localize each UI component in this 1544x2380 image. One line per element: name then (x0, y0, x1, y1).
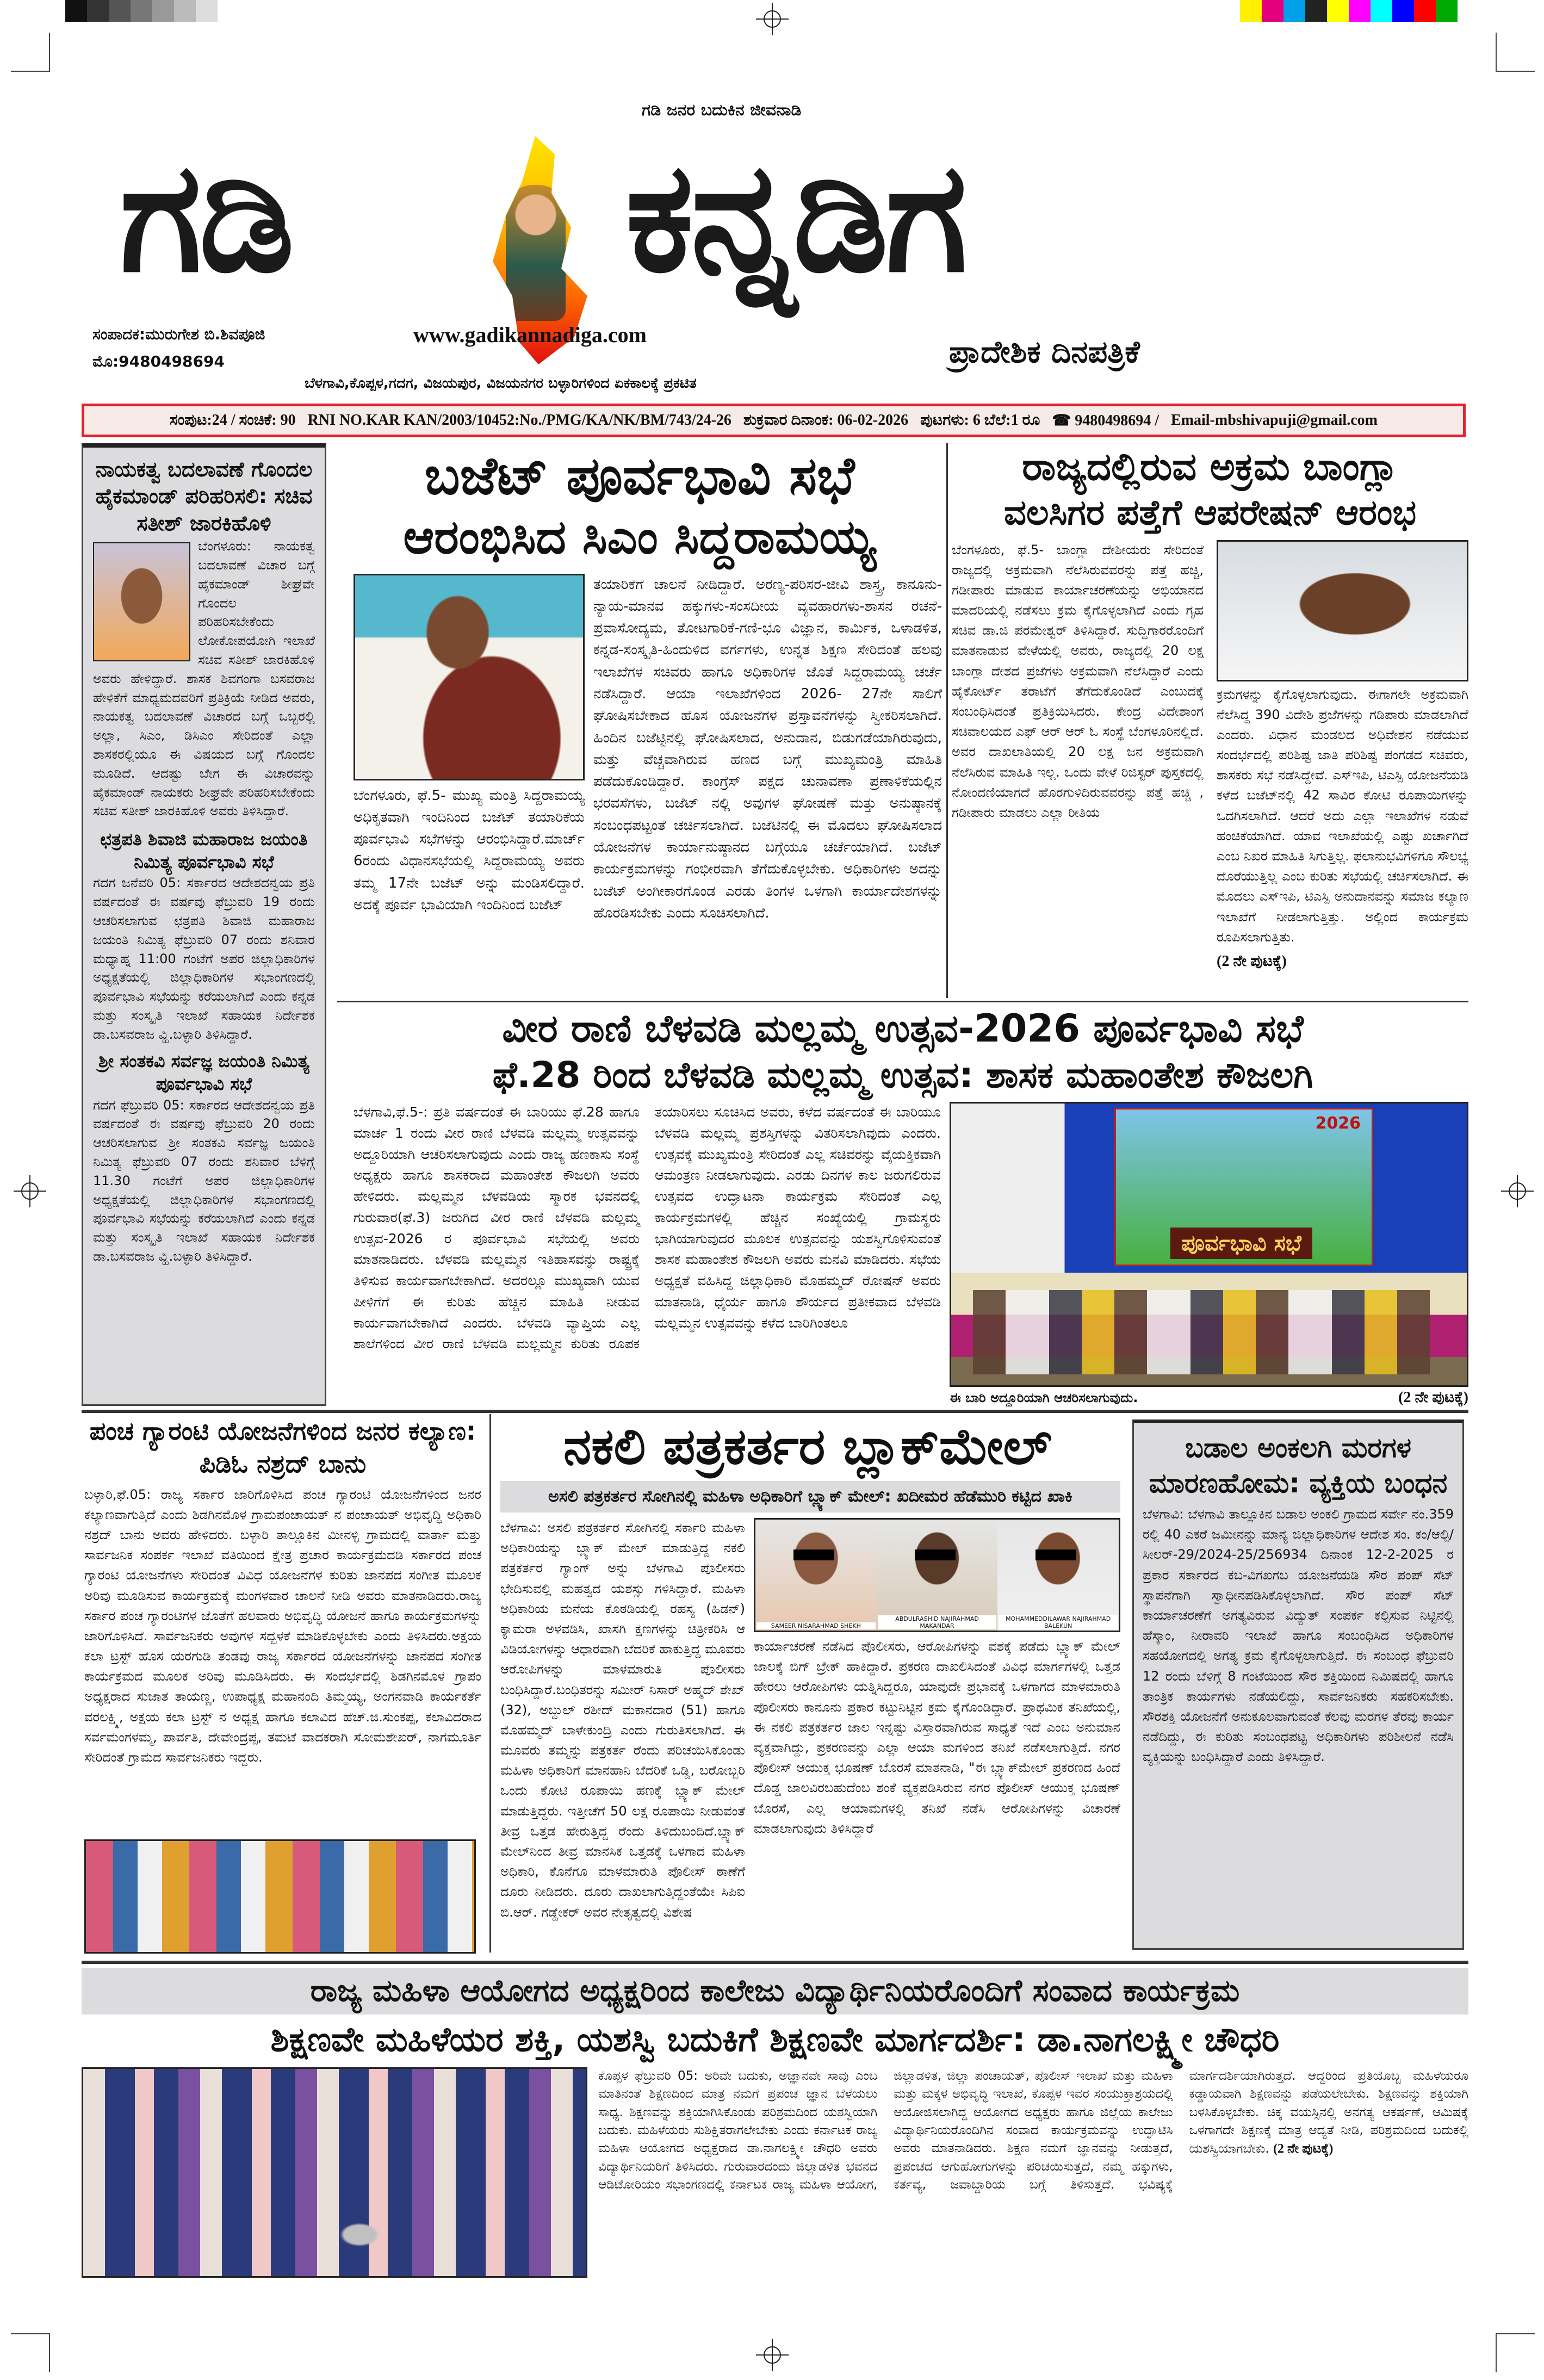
mallamma-story (337, 1005, 1468, 1406)
crop-mark (11, 2333, 50, 2372)
mahila-headline: ಶಿಕ್ಷಣವೇ ಮಹಿಳೆಯರ ಶಕ್ತಿ, ಯಶಸ್ವಿ ಬದುಕಿಗೆ ಶಿಕ್ಷಣವೇ ಮಾರ್ಗದರ್ಶಿ: ಡಾ.ನಾಗಲಕ್ಷ್ಮೀ ಚೌಧರಿ (270, 2019, 1280, 2060)
accused-name: ABDULRASHID NAJIRAHMAD MAKANDAR (878, 1615, 997, 1629)
accused-name: SAMEER NISARAHMAD SHEKH (757, 1622, 876, 1629)
story-body: ಬೆಂಗಳೂರು: ನಾಯಕತ್ವ ಬದಲಾವಣೆ ವಿಚಾರ ಬಗ್ಗೆ ಹೈಕಮಾಂಡ್ ಶೀಘ್ರವೇ ಗೊಂದಲ ಪರಿಹರಿಸಬೇಕೆಂದು ಲೋಕೋಪಯೋಗಿ ಇಲಾಖೆ ಸಚಿವ ಸತೀಶ್ ಜಾರಕಿಹೊಳಿ ಅವರು ಹೇಳಿದ್ದಾರೆ. ಶಾಸಕ ಶಿವಗಂಗಾ ಬಸವರಾಜ ಹೇಳಿಕೆಗೆ ಮಾಧ್ಯಮದವರಿಗೆ ಪ್ರತಿಕ್ರಿಯೆ ನೀಡಿದ ಅವರು, ನಾಯಕತ್ವ ಬದಲಾವಣೆ ವಿಚಾರದ ಬಗ್ಗೆ ಒಬ್ಬರಲ್ಲಿ ಅಲ್ಲಾ, ಸಿಎಂ, ಡಿಸಿಎಂ ಸೇರಿದಂತೆ ಎಲ್ಲಾ ಶಾಸಕರಲ್ಲಿಯೂ ಈ ವಿಷಯದ ಬಗ್ಗೆ ಗೊಂದಲ ಮೂಡಿದೆ. ಆದಷ್ಟು ಬೇಗ ಈ ವಿಚಾರವನ್ನು ಹೈಕಮಾಂಡ್ ನಾಯಕರು ಶೀಘ್ರವೇ ಪರಿಹರಿಸಬೇಕೆಂದು ಸಚಿವ ಸತೀಶ್ ಜಾರಕಿಹೊಳಿ ಅವರು ತಿಳಿಸಿದ್ದಾರೆ. (93, 538, 315, 819)
blackmail-headline: ನಕಲಿ ಪತ್ರಕರ್ತರ ಬ್ಲಾಕ್‌ಮೇಲ್ (563, 1417, 1052, 1476)
color-calibration-bar-left (65, 0, 239, 22)
editor-mobile: ಮೊ:9480498694 (92, 352, 225, 370)
masthead-title (120, 122, 1425, 313)
story-headline: ಶ್ರೀ ಸಂತಕವಿ ಸರ್ವಜ್ಞ ಜಯಂತಿ ನಿಮಿತ್ಯ ಪೂರ್ವಭಾವಿ ಸಭೆ (98, 1051, 309, 1095)
mallamma-caption: ಈ ಬಾರಿ ಅದ್ದೂರಿಯಾಗಿ ಆಚರಿಸಲಾಗುವುದು. (950, 1390, 1138, 1405)
bangla-story (952, 443, 1468, 998)
column-divider (946, 443, 948, 998)
minister-photo (93, 542, 190, 661)
column-divider (489, 1414, 491, 1953)
continued-note: (2 ನೇ ಪುಟಕ್ಕೆ) (1398, 1389, 1468, 1406)
mallamma-meeting-photo (950, 1102, 1468, 1387)
masthead-title-right: ಕನ್ನಡಿಗ (625, 129, 965, 306)
banner-title: ಪೂರ್ವಭಾವಿ ಸಭೆ (1170, 1228, 1312, 1259)
email: Email-mbshivapuji@gmail.com (1170, 412, 1378, 429)
mahila-story (82, 1968, 1468, 2278)
crop-mark (1496, 2333, 1535, 2372)
phone-icon: ☎ (1052, 412, 1071, 429)
continued-note: (2 ನೇ ಪುಟಕ್ಕೆ) (1217, 952, 1287, 970)
accused-photo (755, 1520, 877, 1631)
budget-headline: ಬಜೆಟ್ ಪೂರ್ವಭಾವಿ ಸಭೆ (424, 445, 855, 506)
badal-box (1132, 1420, 1464, 1950)
section-divider (82, 1961, 1468, 1964)
crop-mark (11, 33, 50, 72)
continued-note: (2 ನೇ ಪುಟಕ್ಕೆ) (1273, 2142, 1334, 2156)
budget-story (337, 443, 942, 998)
banner-year: 2026 (1315, 1114, 1361, 1133)
bangla-headline: ರಾಜ್ಯದಲ್ಲಿರುವ ಅಕ್ರಮ ಬಾಂಗ್ಲಾ (1022, 444, 1398, 489)
eye-mask (1035, 1550, 1076, 1560)
phone-number: 9480498694 / (1075, 412, 1159, 429)
story-body: ಗದಗ ಜನೆವರಿ 05: ಸರ್ಕಾರದ ಆದೇಶದನ್ವಯ ಪ್ರತಿ ವರ್ಷದಂತೆ ಈ ವರ್ಷವು ಫೆಬ್ರುವರಿ 19 ರಂದು ಆಚರಿಸಲಾಗುವ ಛತ್ರಪತಿ ಶಿವಾಜಿ ಮಹಾರಾಜ ಜಯಂತಿ ನಿಮಿತ್ಯ ಫೆಬ್ರುವರಿ 07 ರಂದು ಶನಿವಾರ ಮಧ್ಯಾಹ್ನ 11:00 ಗಂಟೆಗೆ ಅಪರ ಜಿಲ್ಲಾಧಿಕಾರಿಗಳ ಅಧ್ಯಕ್ಷತೆಯಲ್ಲಿ ಜಿಲ್ಲಾಧಿಕಾರಿಗಳ ಸಭಾಂಗಣದಲ್ಲಿ ಪೂರ್ವಭಾವಿ ಸಭೆಯನ್ನು ಕರೆಯಲಾಗಿದೆ ಎಂದು ಕನ್ನಡ ಮತ್ತು ಸಂಸ್ಕೃತಿ ಇಲಾಖೆ ಸಹಾಯಕ ನಿರ್ದೇಶಕ ಡಾ.ಬಸವರಾಜ ವ್ಹಿ.ಬಳ್ಳಾರಿ ತಿಳಿಸಿದ್ದಾರೆ. (93, 875, 315, 1042)
panch-body: ಬಳ್ಳಾರಿ,ಫೆ.05: ರಾಜ್ಯ ಸರ್ಕಾರ ಜಾರಿಗೊಳಿಸಿದ ಪಂಚ ಗ್ಯಾರಂಟಿ ಯೋಜನೆಗಳಿಂದ ಜನರ ಕಲ್ಯಾಣವಾಗುತ್ತಿದೆ ಎಂದು ಶಿಡಗಿನಮೊಳ ಗ್ರಾಮಪಂಚಾಯತ್ ನ ಪಂಚಾಯತ್ ಅಭಿವೃದ್ಧಿ ಅಧಿಕಾರಿ ನಶ್ರದ್ ಬಾನು ಅವರು ಹೇಳಿದರು. ಬಳ್ಳಾರಿ ತಾಲ್ಲೂಕಿನ ಮೀನಳ್ಳಿ ಗ್ರಾಮದಲ್ಲಿ ವಾರ್ತಾ ಮತ್ತು ಸಾರ್ವಜನಿಕ ಸಂಪರ್ಕ ಇಲಾಖೆ ವತಿಯಿಂದ ಕ್ಷೇತ್ರ ಪ್ರಚಾರ ಕಾರ್ಯಕ್ರಮದಡಿ ಸರ್ಕಾರದ ಪಂಚ ಗ್ಯಾರಂಟಿ ಯೋಜನೆಗಳು ಸೇರಿದಂತೆ ವಿವಿಧ ಯೋಜನೆಗಳ ಕುರಿತು ಜಾನಪದ ಸಂಗೀತ ಮೂಲಕ ಅರಿವು ಮೂಡಿಸುವ ಕಾರ್ಯಕ್ರಮಕ್ಕೆ ಮಂಗಳವಾರ ಚಾಲನೆ ನೀಡಿ ಅವರು ಮಾತನಾಡಿದರು.ರಾಜ್ಯ ಸರ್ಕಾರ ಪಂಚ ಗ್ಯಾರಂಟಿಗಳ ಜೊತೆಗೆ ಹಲವಾರು ಅಭಿವೃದ್ಧಿ ಯೋಜನೆ ಹಾಗೂ ಕಾರ್ಯಕ್ರಮಗಳನ್ನು ಜಾರಿಗೊಳಿಸಿದೆ. ಸಾರ್ವಜನಿಕರು ಅವುಗಳ ಸದ್ಬಳಕೆ ಮಾಡಿಕೊಳ್ಳಬೇಕು ಎಂದು ತಿಳಿಸಿದರು.ಅಕ್ಷಯ ಕಲಾ ಟ್ರಸ್ಟ್ ಹೊಸ ಯರಗುಡಿ ತಂಡವು ರಾಜ್ಯ ಸರ್ಕಾರದ ಯೋಜನೆಗಳನ್ನು ಜಾನಪದ ಸಂಗೀತ ಕಾರ್ಯಕ್ರಮದ ಮೂಲಕ ಅರಿವು ಮೂಡಿಸಿದರು. ಈ ಸಂದರ್ಭದಲ್ಲಿ ಶಿಡಗಿನಮೊಳ ಗ್ರಾಪಂ ಅಧ್ಯಕ್ಷರಾದ ಸುಜಾತ ತಾಯಣ್ಣ, ಉಪಾಧ್ಯಕ್ಷ ಮಹಾನಂದಿ ತಿಮ್ಮಯ್ಯ, ಅಂಗನವಾಡಿ ಕಾರ್ಯಕರ್ತೆ ವರಲಕ್ಷ್ಮಿ, ಅಕ್ಷಯ ಕಲಾ ಟ್ರಸ್ಟ್ ನ ಅಧ್ಯಕ್ಷ ಹಾಗೂ ಕಲಾವಿದ ಹೆಚ್.ಜಿ.ಸುಂಕಪ್ಪ, ಕಲಾವಿದರಾದ ಸರ್ವಮಂಗಳಮ್ಮ, ಪಾರ್ವತಿ, ದೇವೇಂದ್ರಪ್ಪ, ತಮಟೆ ವಾದಕರಾಗಿ ಸೋಮಶೇಖರ್, ನಾಗಮೂರ್ತಿ ಸೇರಿದಂತೆ ಗ್ರಾಮದ ಸಾರ್ವಜನಿಕರು ಇದ್ದರು. (84, 1486, 481, 1765)
editor-name: ಸಂಪಾದಕ:ಮುರುಗೇಶ ಬಿ.ಶಿವಪೂಜಿ (92, 325, 265, 343)
event-banner (1114, 1108, 1373, 1266)
badal-body: ಬೆಳಗಾವಿ: ಬೆಳಗಾವಿ ತಾಲ್ಲೂಕಿನ ಬಡಾಲ ಅಂಕಲಿ ಗ್ರಾಮದ ಸರ್ವೇ ನಂ.359 ರಲ್ಲಿ 40 ಎಕರೆ ಜಮೀನನ್ನು ಮಾನ್ಯ ಜಿಲ್ಲಾಧಿಕಾರಿಗಳ ಆದೇಶ ಸಂ. ಕಂ/ಆಲ್ಪಿ/ಸೀಲರ್-29/2024-25/256934 ದಿನಾಂಕ 12-2-2025 ರ ಪ್ರಕಾರ ಸರ್ಕಾರದ ಕಬ-ವಿಗಖಗಬ ಯೋಜನೆಯಡಿ ಸೌರ ಪಂಪ್ ಸೆಟ್ ಸ್ಥಾಪನೆಗಾಗಿ ಸ್ವಾಧೀನಪಡಿಸಿಕೊಳ್ಳಲಾಗಿದೆ. ಸೌರ ಪಂಪ್ ಸೆಟ್ ಕಾರ್ಯಾಚರಣೆಗೆ ಅಗತ್ಯವಿರುವ ವಿದ್ಯುತ್ ಸಂಪರ್ಕ ಕಲ್ಪಿಸುವ ನಿಟ್ಟಿನಲ್ಲಿ ಹೆಸ್ಕಾಂ, ನೀರಾವರಿ ಇಲಾಖೆ ಹಾಗೂ ಸಂಬಂಧಿಸಿದ ಅಧಿಕಾರಿಗಳ ಸಹಯೋಗದಲ್ಲಿ ಅಗತ್ಯ ಕ್ರಮ ಕೈಗೊಳ್ಳಲಾಗುತ್ತಿದೆ. ಈ ಸಂಬಂಧ ಫೆಬ್ರುವರಿ 12 ರಂದು ಬೆಳಿಗ್ಗೆ 8 ಗಂಟೆಯಿಂದ ಸೌರ ಶಕ್ತಿಯಿಂದ ನಿಮಿಷದಲ್ಲಿ ಹಾಗೂ ತಾಂತ್ರಿಕ ಕಾರ್ಯಗಳು ನಡೆಯಲಿದ್ದು, ಸಾರ್ವಜನಿಕರು ಸಹಕರಿಸಬೇಕು. ಸೌರಶಕ್ತಿ ಯೋಜನೆಗೆ ಅನುಕೂಲವಾಗುವಂತೆ ಕೆಲವು ಮರಗಳ ತೆರವು ಕಾರ್ಯ ನಡೆದಿದ್ದು, ಈ ಕುರಿತು ಸಂಬಂಧಪಟ್ಟ ಅಧಿಕಾರಿಗಳು ಪರಿಶೀಲನೆ ನಡೆಸಿ ವ್ಯಕ್ತಿಯನ್ನು ಬಂಧಿಸಿದ್ದಾರೆ ಎಂದು ತಿಳಿಸಿದ್ದಾರೆ. (1143, 1507, 1454, 1765)
eye-mask (793, 1550, 834, 1560)
folk-music-program-photo (84, 1839, 476, 1954)
blackmail-col2: ಕಾರ್ಯಾಚರಣೆ ನಡೆಸಿದ ಪೊಲೀಸರು, ಆರೋಪಿಗಳನ್ನು ವಶಕ್ಕೆ ಪಡೆದು ಬ್ಲ್ಯಾಕ್ ಮೇಲ್ ಜಾಲಕ್ಕೆ ಬಿಗ್ ಬ್ರೇಕ್ ಹಾಕಿದ್ದಾರೆ. ಪ್ರಕರಣ ದಾಖಲಿಸಿದಂತೆ ವಿವಿಧ ಮಾರ್ಗಗಳಲ್ಲಿ ಒತ್ತಡ ಹೇರಲು ಆರೋಪಿಗಳು ಯತ್ನಿಸಿದ್ದರೂ, ಯಾವುದೇ ಪ್ರಭಾವಕ್ಕೆ ಒಳಗಾಗದ ಮಾಳಮಾರುತಿ ಪೊಲೀಸರು ಕಾನೂನು ಪ್ರಕಾರ ಕಟ್ಟುನಿಟ್ಟಿನ ಕ್ರಮ ಕೈಗೊಂಡಿದ್ದಾರೆ. ಪ್ರಾಥಮಿಕ ತನಿಖೆಯಲ್ಲಿ, ಈ ನಕಲಿ ಪತ್ರಕರ್ತರ ಜಾಲ ಇನ್ನಷ್ಟು ವಿಸ್ತಾರವಾಗಿರುವ ಸಾಧ್ಯತೆ ಇದೆ ಎಂಬ ಅನುಮಾನ ವ್ಯಕ್ತವಾಗಿದ್ದು, ಪ್ರಕರಣವನ್ನು ಎಲ್ಲಾ ಆಯಾ ಮಗಳಿಂದ ತನಿಖೆ ನಡೆಸಲಾಗುತ್ತಿದೆ. ನಗರ ಪೊಲೀಸ್ ಆಯುಕ್ತ ಭೂಷಣ್ ಬೊರಸೆ ಮಾತನಾಡಿ, "ಈ ಬ್ಲ್ಯಾಕ್‌ಮೇಲ್ ಪ್ರಕರಣದ ಹಿಂದೆ ದೊಡ್ಡ ಜಾಲವಿರಬಹುದೆಂಬ ಶಂಕೆ ವ್ಯಕ್ತಪಡಿಸಿರುವ ನಗರ ಪೊಲೀಸ್ ಆಯುಕ್ತ ಭೂಷಣ್ ಬೊರಸೆ, ಎಲ್ಲ ಆಯಾಮಗಳಲ್ಲಿ ತನಿಖೆ ನಡೆಸಿ ಆರೋಪಿಗಳನ್ನು ವಿಚಾರಣೆ ಮಾಡಲಾಗುವುದು ತಿಳಿಸಿದ್ದಾರೆ (754, 1639, 1120, 1836)
accused-photo (997, 1520, 1119, 1631)
crop-mark (1496, 33, 1535, 72)
badal-headline: ಬಡಾಲ ಅಂಕಲಗಿ ಮರಗಳ ಮಾರಣಹೋಮ: ವ್ಯಕ್ತಿಯ ಬಂಧನ (1149, 1432, 1448, 1499)
budget-lead: ಬೆಂಗಳೂರು, ಫೆ.5- ಮುಖ್ಯ ಮಂತ್ರಿ ಸಿದ್ದರಾಮಯ್ಯ ಅಧಿಕೃತವಾಗಿ ಇಂದಿನಿಂದ ಬಜೆಟ್ ತಯಾರಿಕೆಯ ಪೂರ್ವಭಾವಿ ಸಭೆಗಳನ್ನು ಆರಂಭಿಸಿದ್ದಾರೆ.ಮಾರ್ಚ್ 6ರಂದು ವಿಧಾನಸಭೆಯಲ್ಲಿ ಸಿದ್ದರಾಮಯ್ಯ ಅವರು ತಮ್ಮ 17ನೇ ಬಜೆಟ್ ಅನ್ನು ಮಂಡಿಸಲಿದ್ದಾರೆ. ಅದಕ್ಕೆ ಪೂರ್ವ ಭಾವಿಯಾಗಿ ಇಂದಿನಿಂದ ಬಜೆಟ್ (354, 787, 585, 913)
panch-headline: ಪಂಚ ಗ್ಯಾರಂಟಿ ಯೋಜನೆಗಳಿಂದ ಜನರ ಕಲ್ಯಾಣ: ಪಿಡಿಓ ನಶ್ರದ್ ಬಾನು (89, 1416, 476, 1478)
eye-mask (915, 1550, 956, 1560)
accused-photos (754, 1518, 1120, 1632)
story-body: ಗದಗ ಫೆಬ್ರುವರಿ 05: ಸರ್ಕಾರದ ಆದೇಶದನ್ವಯ ಪ್ರತಿ ವರ್ಷದಂತೆ ಈ ವರ್ಷವು ಫೆಬ್ರುವರಿ 20 ರಂದು ಆಚರಿಸಲಾಗುವ ಶ್ರೀ ಸಂತಕವಿ ಸರ್ವಜ್ಞ ಜಯಂತಿ ನಿಮಿತ್ಯ ಫೆಬ್ರುವರಿ 07 ರಂದು ಶನಿವಾರ ಬೆಳಿಗ್ಗೆ 11.30 ಗಂಟೆಗೆ ಅಪರ ಜಿಲ್ಲಾಧಿಕಾರಿಗಳ ಅಧ್ಯಕ್ಷತೆಯಲ್ಲಿ ಜಿಲ್ಲಾಧಿಕಾರಿಗಳ ಸಭಾಂಗಣದಲ್ಲಿ ಪೂರ್ವಭಾವಿ ಸಭೆಯನ್ನು ಕರೆಯಲಾಗಿದೆ ಎಂದು ಕನ್ನಡ ಮತ್ತು ಸಂಸ್ಕೃತಿ ಇಲಾಖೆ ಸಹಾಯಕ ನಿರ್ದೇಶಕ ಡಾ.ಬಸವರಾಜ ವ್ಹಿ.ಬಳ್ಳಾರಿ ತಿಳಿಸಿದ್ದಾರೆ. (93, 1097, 315, 1265)
parameshwar-photo (1217, 540, 1468, 681)
regional-daily-label: ಪ್ರಾದೇಶಿಕ ದಿನಪತ್ರಿಕೆ (949, 334, 1140, 370)
lamp-lighting-photo (82, 2067, 587, 2278)
registration-mark-top (756, 3, 789, 35)
pages-price: ಪುಟಗಳು: 6 ಬೆಲೆ:1 ರೂ (920, 412, 1040, 429)
bangla-headline-2: ವಲಸಿಗರ ಪತ್ತೆಗೆ ಆಪರೇಷನ್ ಆರಂಭ (1003, 492, 1417, 533)
section-divider (337, 1001, 1468, 1002)
issue-info-bar (82, 404, 1466, 437)
mallamma-body: ಬೆಳಗಾವಿ,ಫೆ.5-: ಪ್ರತಿ ವರ್ಷದಂತೆ ಈ ಬಾರಿಯು ಫೆ.28 ಹಾಗೂ ಮಾರ್ಚ 1 ರಂದು ವೀರ ರಾಣಿ ಬೆಳವಡಿ ಮಲ್ಲಮ್ಮ ಉತ್ಸವವನ್ನು ಅದ್ದೂರಿಯಾಗಿ ಆಚರಿಸಲಾಗುವುದು ಎಂದು ರಾಜ್ಯ ಹಣಕಾಸು ಸಂಸ್ಥೆ ಅಧ್ಯಕ್ಷರು ಹಾಗೂ ಶಾಸಕರಾದ ಮಹಾಂತೇಶ ಕೌಜಲಗಿ ಅವರು ಹೇಳಿದರು. ಮಲ್ಲಮ್ಮನ ಬೆಳವಡಿಯ ಸ್ಮಾರಕ ಭವನದಲ್ಲಿ ಗುರುವಾರ(ಫೆ.3) ಜರುಗಿದ ವೀರ ರಾಣಿ ಬೆಳವಡಿ ಮಲ್ಲಮ್ಮ ಉತ್ಸವ-2026 ರ ಪೂರ್ವಭಾವಿ ಸಭೆಯಲ್ಲಿ ಅವರು ಮಾತನಾಡಿದರು. ಬೆಳವಡಿ ಮಲ್ಲಮ್ಮನ ಇತಿಹಾಸವನ್ನು ರಾಷ್ಟ್ರಕ್ಕೆ ತಿಳಿಸುವ ಕಾರ್ಯವಾಗಬೇಕಾಗಿದೆ. ಅದರಲ್ಲೂ ಮುಖ್ಯವಾಗಿ ಯುವ ಪೀಳಿಗೆಗೆ ಈ ಕುರಿತು ಹೆಚ್ಚಿನ ಮಾಹಿತಿ ನೀಡುವ ಕಾರ್ಯವಾಗಬೇಕಾಗಿದೆ ಎಂದರು. ಬೆಳವಡಿ ವ್ಯಾಪ್ತಿಯ ಎಲ್ಲ ಶಾಲೆಗಳಿಂದ ವೀರ ರಾಣಿ ಬೆಳವಡಿ ಮಲ್ಲಮ್ಮನ ಕುರಿತು ರೂಪಕ ತಯಾರಿಸಲು ಸೂಚಿಸಿದ ಅವರು, ಕಳೆದ ವರ್ಷದಂತೆ ಈ ಬಾರಿಯೂ ಬೆಳವಡಿ ಮಲ್ಲಮ್ಮ ಪ್ರಶಸ್ತಿಗಳನ್ನು ವಿತರಿಸಲಾಗಿವುದು ಎಂದರು. ಉತ್ಸವಕ್ಕೆ ಮುಖ್ಯಮಂತ್ರಿ ಸೇರಿದಂತೆ ಎಲ್ಲ ಸಚಿವರನ್ನು ವೈಯಕ್ತಿಕವಾಗಿ ಆಮಂತ್ರಣ ನೀಡಲಾಗುವುದು. ಎರಡು ದಿನಗಳ ಕಾಲ ಜರುಗಲಿರುವ ಉತ್ಸವದ ಉದ್ಘಾಟನಾ ಕಾರ್ಯಕ್ರಮ ಸೇರಿದಂತೆ ಎಲ್ಲ ಕಾರ್ಯಕ್ರಮಗಳಲ್ಲಿ ಹೆಚ್ಚಿನ ಸಂಖ್ಯೆಯಲ್ಲಿ ಗ್ರಾಮಸ್ಥರು ಭಾಗಿಯಾಗುವುದರ ಮೂಲಕ ಉತ್ಸವವನ್ನು ಯಶಸ್ವಿಗೊಳಿಸುವಂತೆ ಶಾಸಕ ಮಹಾಂತೇಶ ಕೌಜಲಗಿ ಅವರು ಮನವಿ ಮಾಡಿದರು. ಸಭೆಯ ಅಧ್ಯಕ್ಷತೆ ವಹಿಸಿದ್ದ ಜಿಲ್ಲಾಧಿಕಾರಿ ಮೊಹಮ್ಮದ್ ರೋಷನ್ ಅವರು ಮಾತನಾಡಿ, ಧೈರ್ಯ ಹಾಗೂ ಶೌರ್ಯದ ಪ್ರತೀಕವಾದ ಬೆಳವಡಿ ಮಲ್ಲಮ್ಮನ ಉತ್ಸವವನ್ನು ಕಳೆದ ಬಾರಿಗಿಂತಲೂ (354, 1104, 941, 1352)
volume-issue: ಸಂಪುಟ:24 / ಸಂಚಿಕೆ: 90 (170, 412, 296, 429)
budget-headline-2: ಆರಂಭಿಸಿದ ಸಿಎಂ ಸಿದ್ದರಾಮಯ್ಯ (403, 510, 876, 565)
masthead-title-left: ಗಡಿ (120, 129, 292, 306)
cm-siddaramaiah-photo (354, 574, 585, 780)
bangla-col2: ಕ್ರಮಗಳನ್ನು ಕೈಗೊಳ್ಳಲಾಗುವುದು. ಈಗಾಗಲೇ ಅಕ್ರಮವಾಗಿ ನೆಲೆಸಿದ್ದ 390 ವಿದೇಶಿ ಪ್ರಜೆಗಳನ್ನು ಗಡಿಪಾರು ಮಾಡಲಾಗಿದೆ ಎಂದರು. ವಿಧಾನ ಮಂಡಲದ ಅಧಿವೇಶನ ನಡೆಯುವ ಸಂದರ್ಭದಲ್ಲಿ ಪರಿಶಿಷ್ಟ ಜಾತಿ ಪರಿಶಿಷ್ಟ ಪಂಗಡದ ಸಚಿವರು, ಶಾಸಕರು ಸಭೆ ನಡೆಸಿದ್ದೇವೆ. ಎಸ್ಇಪಿ, ಟಿಎಸ್ಪಿ ಯೋಜನೆಯಡಿ ಕಳೆದ ಬಜೆಟ್‌ನಲ್ಲಿ 42 ಸಾವಿರ ಕೋಟಿ ರೂಪಾಯಿಗಳನ್ನು ಒದಗಿಸಲಾಗಿದೆ. ಆದರೆ ಅದು ಎಲ್ಲಾ ಇಲಾಖೆಗಳ ನಡುವೆ ಹಂಚಿಕೆಯಾಗಿದೆ. ಯಾವ ಇಲಾಖೆಯಲ್ಲಿ ಎಷ್ಟು ಖರ್ಚಾಗಿದೆ ಎಂಬ ನಿಖರ ಮಾಹಿತಿ ಸಿಗುತ್ತಿಲ್ಲ. ಫಲಾನುಭವಿಗಳಿಗೂ ಸೌಲಭ್ಯ ದೊರೆಯುತ್ತಿಲ್ಲ ಎಂಬ ಕುರಿತು ಸಭೆಯಲ್ಲಿ ಚರ್ಚಿಸಲಾಗಿದೆ. ಈ ಮೊದಲು ಎಸ್ಇಪಿ, ಟಿಎಸ್ಪಿ ಅನುದಾನವನ್ನು ಸಮಾಜ ಕಲ್ಯಾಣ ಇಲಾಖೆಗೆ ನೀಡಲಾಗುತ್ತಿತ್ತು. ಅಲ್ಲಿಂದ ಕಾರ್ಯಕ್ರಮ ರೂಪಿಸಲಾಗುತ್ತಿತು. (1217, 686, 1468, 945)
blackmail-story (495, 1415, 1120, 1954)
masthead-tagline: ಗಡಿ ಜನರ ಬದುಕಿನ ಜೀವನಾಡಿ (642, 101, 802, 120)
website-link[interactable]: www.gadikannadiga.com (413, 323, 647, 347)
panch-story (84, 1415, 481, 1954)
registration-mark-bottom (756, 2339, 789, 2371)
bangla-col1: ಬೆಂಗಳೂರು, ಫೆ.5- ಬಾಂಗ್ಲಾ ದೇಶೀಯರು ಸೇರಿದಂತೆ ರಾಜ್ಯದಲ್ಲಿ ಅಕ್ರಮವಾಗಿ ನೆಲೆಸಿರುವವರನ್ನು ಪತ್ತೆ ಹಚ್ಚಿ, ಗಡೀಪಾರು ಮಾಡುವ ಕಾರ್ಯಾಚರಣೆಯನ್ನು ಅಭಿಯಾನದ ಮಾದರಿಯಲ್ಲಿ ನಡೆಸಲು ಕ್ರಮ ಕೈಗೊಳ್ಳಲಾಗಿದೆ ಎಂದು ಗೃಹ ಸಚಿವ ಡಾ.ಜಿ ಪರಮೇಶ್ವರ್ ತಿಳಿಸಿದ್ದಾರೆ. ಸುದ್ದಿಗಾರರೊಂದಿಗೆ ಮಾತನಾಡುವ ವೇಳೆಯಲ್ಲಿ ಅವರು, ರಾಜ್ಯದಲ್ಲಿ 20 ಲಕ್ಷ ಬಾಂಗ್ಲಾ ದೇಶದ ಪ್ರಜೆಗಳು ಅಕ್ರಮವಾಗಿ ನೆಲೆಸಿದ್ದಾರೆ ಎಂದು ಹೈಕೋರ್ಟ್ ತರಾಟೆಗೆ ತೆಗೆದುಕೊಂಡಿದೆ ಎಂಬುದಕ್ಕೆ ಸಂಬಂಧಿಸಿದಂತೆ ಪ್ರತಿಕ್ರಿಯಿಸಿದರು. ಕೇಂದ್ರ ವಿದೇಶಾಂಗ ಸಚಿವಾಲಯದ ಎಫ್ ಆರ್ ಆರ್ ಓ ಸಂಸ್ಥೆ ಬೆಂಗಳೂರಿನಲ್ಲಿದೆ. ಅವರ ದಾಖಲಾತಿಯಲ್ಲಿ 20 ಲಕ್ಷ ಜನ ಅಕ್ರಮವಾಗಿ ನೆಲೆಸಿರುವ ಮಾಹಿತಿ ಇಲ್ಲ. ಒಂದು ವೇಳೆ ರಿಜಿಸ್ಟರ್ ಪುಸ್ತಕದಲ್ಲಿ ನೋಂದಣಿಯಾಗದೆ ಹೊರಗುಳಿದಿರುವವರನ್ನು ಪತ್ತೆ ಹಚ್ಚಿ , ಗಡೀಪಾರು ಮಾಡಲು ಎಲ್ಲಾ ರೀತಿಯ (952, 542, 1204, 820)
editions-line: ಬೆಳಗಾವಿ,ಕೊಪ್ಪಳ,ಗದಗ, ವಿಜಯಪುರ, ವಿಜಯನಗರ ಬಳ್ಳಾರಿಗಳಿಂದ ಏಕಕಾಲಕ್ಕೆ ಪ್ರಕಟಿತ (305, 375, 697, 392)
mallamma-headline-2: ಫೆ.28 ರಿಂದ ಬೆಳವಡಿ ಮಲ್ಲಮ್ಮ ಉತ್ಸವ: ಶಾಸಕ ಮಹಾಂತೇಶ ಕೌಜಲಗಿ (492, 1053, 1313, 1096)
mallamma-headline: ವೀರ ರಾಣಿ ಬೆಳವಡಿ ಮಲ್ಲಮ್ಮ ಉತ್ಸವ-2026 ಪೂರ್ವಭಾವಿ ಸಭೆ (502, 1006, 1304, 1051)
budget-body: ತಯಾರಿಕೆಗೆ ಚಾಲನೆ ನೀಡಿದ್ದಾರೆ. ಅರಣ್ಯ-ಪರಿಸರ-ಜೀವಿ ಶಾಸ್ತ್ರ, ಕಾನೂನು-ನ್ಯಾಯ-ಮಾನವ ಹಕ್ಕುಗಳು-ಸಂಸದೀಯ ವ್ಯವಹಾರಗಳು-ಶಾಸನ ರಚನೆ-ಪ್ರವಾಸೋದ್ಯಮ, ತೋಟಗಾರಿಕೆ-ಗಣಿ-ಭೂ ವಿಜ್ಞಾನ, ಕಾರ್ಮಿಕ, ಒಳಾಡಳಿತ, ಕನ್ನಡ-ಸಂಸ್ಕೃತಿ-ಹಿಂದುಳಿದ ವರ್ಗಗಳು, ಉನ್ನತ ಶಿಕ್ಷಣ ಸೇರಿದಂತೆ ಹಲವು ಇಲಾಖೆಗಳ ಸಚಿವರು ಹಾಗೂ ಅಧಿಕಾರಿಗಳ ಜೊತೆ ಸಿದ್ದರಾಮಯ್ಯ ಚರ್ಚೆ ನಡೆಸಿದ್ದಾರೆ. ಆಯಾ ಇಲಾಖೆಗಳಿಂದ 2026- 27ನೇ ಸಾಲಿಗೆ ಘೋಷಿಸಬೇಕಾದ ಹೊಸ ಯೋಜನೆಗಳ ಪ್ರಸ್ತಾವನೆಗಳನ್ನು ಸ್ವೀಕರಿಸಲಾಗಿದೆ. ಹಿಂದಿನ ಬಜೆಟ್ಟಿನಲ್ಲಿ ಘೋಷಿಸಲಾದ, ಅನುದಾನ, ಬಿಡುಗಡೆಯಾಗಿರುವುದು, ಮತ್ತು ವೆಚ್ಚವಾಗಿರುವ ಹಣದ ಬಗ್ಗೆ ಮುಖ್ಯಮಂತ್ರಿ ಮಾಹಿತಿ ಪಡೆದುಕೊಂಡಿದ್ದಾರೆ. ಕಾಂಗ್ರೆಸ್ ಪಕ್ಷದ ಚುನಾವಣಾ ಪ್ರಣಾಳಿಕೆಯಲ್ಲಿನ ಭರವಸೆಗಳು, ಬಜೆಟ್ ನಲ್ಲಿ ಅವುಗಳ ಘೋಷಣೆ ಮತ್ತು ಅನುಷ್ಠಾನಕ್ಕೆ ಸಂಬಂಧಪಟ್ಟಂತೆ ಚರ್ಚಿಸಲಾಗಿದೆ. ಬಜೆಟಿನಲ್ಲಿ ಈ ಮೊದಲು ಘೋಷಿಸಲಾದ ಯೋಜನೆಗಳ ಕಾರ್ಯಾನುಷ್ಠಾನದ ಬಗ್ಗೆಯೂ ಚರ್ಚೆಯಾಗಿದೆ. ಬಜೆಟ್ ಕಾರ್ಯಕ್ರಮಗಳನ್ನು ಗಂಭೀರವಾಗಿ ತೆಗೆದುಕೊಳ್ಳಬೇಕು. ಅಧಿಕಾರಿಗಳು ಅದನ್ನು ಬಜೆಟ್ ಅಂಗೀಕಾರಗೊಂಡ ಎರಡು ತಿಂಗಳ ಒಳಗಾಗಿ ಕಾರ್ಯಾದೇಶಗಳನ್ನು ಹೊರಡಿಸಬೇಕು ಎಂದು ಸೂಚಿಸಲಾಗಿದೆ. (593, 576, 942, 921)
story-headline: ಛತ್ರಪತಿ ಶಿವಾಜಿ ಮಹಾರಾಜ ಜಯಂತಿ ನಿಮಿತ್ಯ ಪೂರ್ವಭಾವಿ ಸಭೆ (100, 829, 308, 872)
section-divider (82, 1410, 1468, 1413)
story-headline: ನಾಯಕತ್ವ ಬದಲಾವಣೆ ಗೊಂದಲ ಹೈಕಮಾಂಡ್ ಪರಿಹರಿಸಲಿ: ಸಚಿವ ಸತೀಶ್ ಜಾರಕಿಹೊಳಿ (95, 457, 313, 535)
issue-date: ಶುಕ್ರವಾರ ದಿನಾಂಕ: 06-02-2026 (743, 412, 909, 429)
registration-mark-right (1501, 1175, 1534, 1207)
mahila-body (598, 2067, 1468, 2278)
left-column-box (82, 443, 326, 1406)
blackmail-subhead: ಅಸಲಿ ಪತ್ರಕರ್ತರ ಸೋಗಿನಲ್ಲಿ ಮಹಿಳಾ ಅಧಿಕಾರಿಗೆ ಬ್ಲ್ಯಾಕ್ ಮೇಲ್: ಖದೀಮರ ಹೆಡೆಮುರಿ ಕಟ್ಟಿದ ಖಾಕಿ (500, 1481, 1120, 1513)
color-calibration-bar-right (1240, 0, 1458, 22)
mahila-body-text: ಕೊಪ್ಪಳ ಫೆಬ್ರುವರಿ 05: ಅರಿವೇ ಬದುಕು, ಅಜ್ಞಾನವೇ ಸಾವು ಎಂಬ ಮಾತಿನಂತೆ ಶಿಕ್ಷಣದಿಂದ ಮಾತ್ರ ನಮಗೆ ಪ್ರಪಂಚ ಜ್ಞಾನ ಬೆಳೆಯಲು ಸಾಧ್ಯ. ಶಿಕ್ಷಣವನ್ನು ಶಕ್ತಿಯಾಗಿಸಿಕೊಂಡು ಪರಿಶ್ರಮದಿಂದ ಯಶಸ್ವಿಯಾಗಿ ಬದುಕು. ಮಹಿಳೆಯರು ಸುಶಿಕ್ಷಿತರಾಗಲೇಬೇಕು ಎಂದು ಕರ್ನಾಟಕ ರಾಜ್ಯ ಮಹಿಳಾ ಆಯೋಗದ ಅಧ್ಯಕ್ಷರಾದ ಡಾ.ನಾಗಲಕ್ಷ್ಮೀ ಚೌಧರಿ ಅವರು ವಿದ್ಯಾರ್ಥಿನಿಯರಿಗೆ ತಿಳಿಸಿದರು. ಗುರುವಾರದಂದು ಜಿಲ್ಲಾಡಳಿತ ಭವನದ ಆಡಿಟೋರಿಯಂ ಸಭಾಂಗಣದಲ್ಲಿ ಕರ್ನಾಟಕ ರಾಜ್ಯ ಮಹಿಳಾ ಆಯೋಗ, ಜಿಲ್ಲಾಡಳಿತ, ಜಿಲ್ಲಾ ಪಂಚಾಯತ್, ಪೊಲೀಸ್ ಇಲಾಖೆ ಮತ್ತು ಮಹಿಳಾ ಮತ್ತು ಮಕ್ಕಳ ಅಭಿವೃದ್ಧಿ ಇಲಾಖೆ, ಕೊಪ್ಪಳ ಇವರ ಸಂಯುಕ್ತಾಶ್ರಯದಲ್ಲಿ ಆಯೋಜಿಸಲಾಗಿದ್ದ ಆಯೋಗದ ಅಧ್ಯಕ್ಷರು ಹಾಗೂ ಜಿಲ್ಲೆಯ ಕಾಲೇಜು ವಿದ್ಯಾರ್ಥಿನಿಯರೊಂದಿಗಿನ ಸಂವಾದ ಕಾರ್ಯಕ್ರಮವನ್ನು ಉದ್ಘಾಟಿಸಿ ಅವರು ಮಾತನಾಡಿದರು. ಶಿಕ್ಷಣ ನಮಗೆ ಜ್ಞಾನವನ್ನು ನೀಡುತ್ತದೆ, ಪ್ರಪಂಚದ ಆಗುಹೋಗುಗಳನ್ನು ಪರಿಚಯಿಸುತ್ತದೆ, ನಮ್ಮ ಹಕ್ಕುಗಳು, ಕರ್ತವ್ಯ, ಜವಾಬ್ದಾರಿಯ ಬಗ್ಗೆ ತಿಳಿಸುತ್ತದೆ. ಭವಿಷ್ಯಕ್ಕೆ ಮಾರ್ಗದರ್ಶಿಯಾಗಿರುತ್ತದೆ. ಆದ್ದರಿಂದ ಪ್ರತಿಯೊಬ್ಬ ಮಹಿಳೆಯರೂ ಕಡ್ಡಾಯವಾಗಿ ಶಿಕ್ಷಣವನ್ನು ಪಡೆಯಲೇಬೇಕು. ಶಿಕ್ಷಣವನ್ನು ಶಕ್ತಿಯಾಗಿ ಬಳಸಿಕೊಳ್ಳಬೇಕು. ಚಿಕ್ಕ ವಯಸ್ಸಿನಲ್ಲಿ ಅನಗತ್ಯ ಆಕರ್ಷಣೆ, ಆಮಿಷಕ್ಕೆ ಒಳಗಾಗದೇ ಶಿಕ್ಷಣಕ್ಕೆ ಮಾತ್ರ ಆದ್ಯತೆ ನೀಡಿ, ಪರಿಶ್ರಮದಿಂದ ಬದುಕಲ್ಲಿ ಯಶಸ್ವಿಯಾಗಬೇಕು. (598, 2068, 1468, 2192)
dignitaries-seated (973, 1290, 1430, 1374)
blackmail-col1: ಬೆಳಗಾವಿ: ಅಸಲಿ ಪತ್ರಕರ್ತರ ಸೋಗಿನಲ್ಲಿ ಸರ್ಕಾರಿ ಮಹಿಳಾ ಅಧಿಕಾರಿಯನ್ನು ಬ್ಲ್ಯಾಕ್ ಮೇಲ್ ಮಾಡುತ್ತಿದ್ದ ನಕಲಿ ಪತ್ರಕರ್ತರ ಗ್ಯಾಂಗ್ ಅನ್ನು ಬೆಳಗಾವಿ ಪೊಲೀಸರು ಭೇದಿಸುವಲ್ಲಿ ಮಹತ್ವದ ಯಶಸ್ಸು ಗಳಿಸಿದ್ದಾರೆ. ಮಹಿಳಾ ಅಧಿಕಾರಿಯ ಮನೆಯ ಕೊಠಡಿಯಲ್ಲಿ ರಹಸ್ಯ (ಹಿಡನ್) ಕ್ಯಾಮರಾ ಅಳವಡಿಸಿ, ಖಾಸಗಿ ಕ್ಷಣಗಳನ್ನು ಚಿತ್ರೀಕರಿಸಿ ಆ ವಿಡಿಯೋಗಳನ್ನು ಆಧಾರವಾಗಿ ಬೆದರಿಕೆ ಹಾಕುತ್ತಿದ್ದ ಮೂವರು ಆರೋಪಿಗಳನ್ನು ಮಾಳಮಾರುತಿ ಪೊಲೀಸರು ಬಂಧಿಸಿದ್ದಾರೆ.ಬಂಧಿತರನ್ನು ಸಮೀರ್ ನಿಸಾರ್ ಅಹ್ಮದ್ ಶೇಖ್ (32), ಅಬ್ದುಲ್ ರಶೀದ್ ಮಕಾನದಾರ (51) ಹಾಗೂ ಮೊಹಮ್ಮದ್ ಬಾಳೇಕುಂದ್ರಿ ಎಂದು ಗುರುತಿಸಲಾಗಿದೆ. ಈ ಮೂವರು ತಮ್ಮನ್ನು ಪತ್ರಕರ್ತ ರೆಂದು ಪರಿಚಯಿಸಿಕೊಂಡು ಮಹಿಳಾ ಅಧಿಕಾರಿಗೆ ಮಾನಹಾನಿ ಬೆದರಿಕೆ ಒಡ್ಡಿ, ಬರೋಬ್ಬರಿ ಒಂದು ಕೋಟಿ ರೂಪಾಯಿ ಹಣಕ್ಕೆ ಬ್ಲ್ಯಾಕ್ ಮೇಲ್ ಮಾಡುತ್ತಿದ್ದರು. ಇತ್ತೀಚೆಗೆ 50 ಲಕ್ಷ ರೂಪಾಯಿ ನೀಡುವಂತೆ ತೀವ್ರ ಒತ್ತಡ ಹೇರುತ್ತಿದ್ದ ರೆಂದು ತಿಳಿದುಬಂದಿದೆ.ಬ್ಲ್ಯಾಕ್ ಮೇಲ್‌ನಿಂದ ತೀವ್ರ ಮಾನಸಿಕ ಒತ್ತಡಕ್ಕೆ ಒಳಗಾದ ಮಹಿಳಾ ಅಧಿಕಾರಿ, ಕೊನೆಗೂ ಮಾಳಮಾರುತಿ ಪೊಲೀಸ್ ಠಾಣೆಗೆ ದೂರು ನೀಡಿದರು. ದೂರು ದಾಖಲಾಗುತ್ತಿದ್ದಂತೆಯೇ ಸಿಪಿಐ ಬಿ.ಆರ್. ಗಡ್ಡೇಕರ್ ಅವರ ನೇತೃತ್ವದಲ್ಲಿ ವಿಶೇಷ (500, 1520, 745, 1920)
accused-photo (877, 1520, 998, 1631)
accused-name: MOHAMMEDDILAWAR NAJIRAHMAD BALEKUN (999, 1615, 1118, 1629)
mahila-banner: ರಾಜ್ಯ ಮಹಿಳಾ ಆಯೋಗದ ಅಧ್ಯಕ್ಷರಿಂದ ಕಾಲೇಜು ವಿದ್ಯಾರ್ಥಿನಿಯರೊಂದಿಗೆ ಸಂವಾದ ಕಾರ್ಯಕ್ರಮ (82, 1968, 1468, 2015)
registration-mark-left (14, 1175, 46, 1207)
rni-number: RNI NO.KAR KAN/2003/10452:No./PMG/KA/NK/BM/743/24-26 (307, 412, 731, 429)
